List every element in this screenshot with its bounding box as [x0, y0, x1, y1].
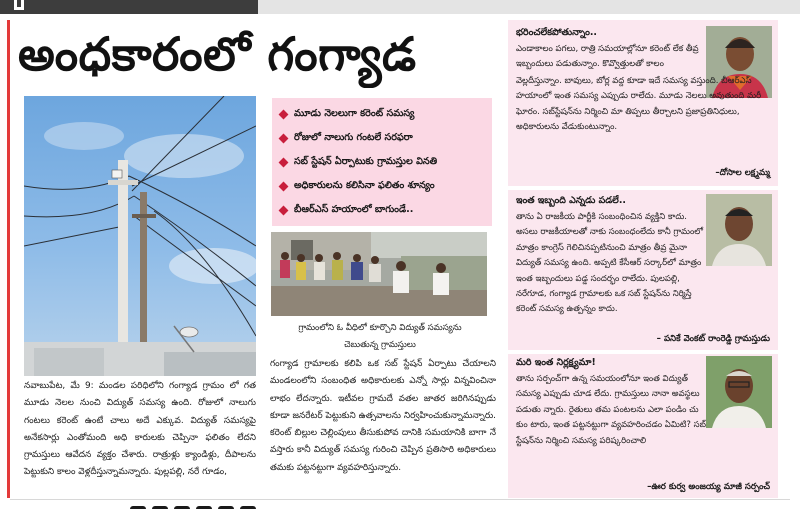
quote-signature: –దోసాల లక్ష్మమ్మ [715, 168, 770, 178]
quote-portrait [706, 194, 772, 266]
highlight-item: మూడు నెలలుగా కరెంట్ సమస్య [278, 102, 486, 126]
diamond-bullet-icon [279, 205, 289, 215]
diamond-bullet-icon [279, 157, 289, 167]
quote-block [508, 356, 778, 496]
quote-text: తాను సర్పంచ్‌గా ఉన్న సమయంలోనూ ఇంత విద్యుత్ సమస్య ఎప్పుడు చూడ లేదు. గ్రామస్తులు నానా అవస్థలు పడుతు న్నారు. రైతులు తమ పంటలను ఎలా పండిం చు కుం టారు, ఇంత పట్టనట్టుగా వ్యవహరించడం ఏమిటి? సబ్ స్టేషన్‌ను నిర్మించి సమస్య పరిష్కరించాలి [516, 374, 706, 446]
quote-text-continued: వెల్లదీస్తున్నాం. బావులు, బోర్ల వద్ద కూడా ఇదే సమస్య వస్తుంది. బీఆర్ఎస్ హయాంలో ఇంత సమస్య ఎప్పుడు రాలేదు. మూడు నెలలు అవుతుంది మరీ ఘోరం. సబ్‌స్టేషన్‌ను నిర్మించి మా తిప్పలు తీర్చాలని ప్రజాప్రతినిధులు, అధికారులను వేడుకుంటున్నాం. [516, 76, 762, 133]
quote-signature: – పనికే వెంకట్ రాంరెడ్డి గ్రామస్తుడు [656, 334, 770, 344]
quote-divider [508, 350, 778, 354]
section-tab-dark [0, 0, 258, 14]
quotes-column [508, 20, 778, 498]
highlight-item: అధికారులను కలిసినా ఫలితం శూన్యం [278, 174, 486, 198]
man-portrait [706, 194, 772, 266]
section-header-strip [258, 0, 800, 14]
diamond-bullet-icon [279, 109, 289, 119]
quote-title: మరి ఇంత నిర్లక్ష్యమా! [516, 357, 596, 368]
photo-caption: గ్రామంలోని ఓ వీధిలో కూర్చొని విద్యుత్ సమస్యను చెబుతున్న గ్రామస్తులు [298, 323, 462, 350]
villagers-illustration [271, 232, 487, 316]
section-mark-icon [14, 0, 24, 10]
electric-pole-illustration [24, 96, 256, 376]
diamond-bullet-icon [279, 133, 289, 143]
highlight-item: బీఆర్ఎస్ హయాంలో బాగుండే.. [278, 198, 486, 222]
quote-text: తాను ఏ రాజకీయ పార్టీకి సంబంధించిన వ్యక్తిని కాదు. అసలు రాజకీయాలతో నాకు సంబంధంలేదు కానీ గ్రామంలో మాత్రం కాంగ్రెస్ గెలిచినప్పటినుంచి మాత్రం తీవ్ర మైనా విద్యుత్ సమస్య ఉంది. అప్పటి కేసీఆర్ సర్కార్‌లో మాత్రం ఇంత ఇబ్బందులు పడ్డ సందర్భం రాలేదు. పులపల్లి, నరేగూడ, గంగ్యాడ గ్రామాలకు ఒక సబ్ స్టేషన్‌ను నిర్మిస్తే కరెంట్ సమస్య ఉత్పన్నం కాదు. [516, 212, 704, 315]
highlight-item: సబ్ స్టేషన్ ఏర్పాటుకు గ్రామస్తుల వినతి [278, 150, 486, 174]
quote-title: ఇంత ఇబ్బంది ఎన్నడు పడలే.. [516, 195, 626, 206]
article-body-right: గంగ్యాడ గ్రామాలకు కలిపి ఒక సబ్ స్టేషన్ ఏర్పాటు చేయాలని మండలంలోని సంబంధిత అధికారులకు ఎన్నో సార్లు విన్నవించినా లాభం లేదన్నారు. ఇటీవల గ్రామదే వతల జాతర జరిగినప్పుడు కూడా జనరేటర్ పెట్టుకుని ఉత్సవాలను నిర్వహించుకున్నామన్నారు. కరెంట్ బిల్లుల చెల్లింపులు తీసుకుపోవ దానికి సమయానికి బాగా నే వస్తారు కానీ విద్యుత్ సమస్య గురించి చెప్పిన ప్రతిసారి అధికారులు తమకు పట్టనట్టుగా వ్యవహరిస్తున్నారు. [270, 359, 496, 473]
diamond-bullet-icon [279, 181, 289, 191]
highlights-box [272, 98, 492, 226]
next-headline-fragment [130, 500, 310, 509]
bottom-rule [10, 499, 790, 500]
villagers-photo [271, 232, 487, 316]
article-body-left: నవాబుపేట, మే 9: మండల పరిధిలోని గంగ్యాడ గ్రామం లో గత మూడు నెలల నుంచి విద్యుత్ సమస్య ఉంది. రోజులో నాలుగు గంటలు కరెంట్ ఉంటే చాలు అదే ఎక్కువ. విద్యుత్ సమస్యపై అనేకసార్లు ఎంతోమంది అధి కారులకు చెప్పినా ఫలితం లేదని గ్రామస్తులు ఆవేదన వ్యక్తం చేశారు. రాత్రుళ్లు క్యాండిళ్లు, దీపాలను పెట్టుకుని కాలం వెళ్లదీస్తున్నామన్నారు. పుల్లపల్లి, నరే గూడం, [24, 381, 256, 478]
quote-title: భరించలేకపోతున్నాం.. [516, 27, 597, 38]
highlight-item: రోజులో నాలుగు గంటలే సరఫరా [278, 126, 486, 150]
quote-portrait [706, 356, 772, 428]
quote-block [508, 26, 778, 182]
red-margin-rule [7, 20, 10, 498]
elder-man-portrait [706, 356, 772, 428]
electric-pole-photo [24, 96, 256, 376]
quote-text: ఎండాకాలం పగలు, రాత్రి సమయాల్లోనూ కరెంట్ లేక తీవ్ర ఇబ్బందులు పడుతున్నాం. కొవ్వొత్తులతో కాలం [516, 44, 699, 70]
quote-block [508, 194, 778, 346]
quote-divider [508, 186, 778, 190]
headline: అంధకారంలో గంగ్యాడ [18, 27, 417, 81]
quote-signature: –ఊర కుర్వ అంజయ్య మాజీ సర్పంచ్ [647, 482, 770, 492]
